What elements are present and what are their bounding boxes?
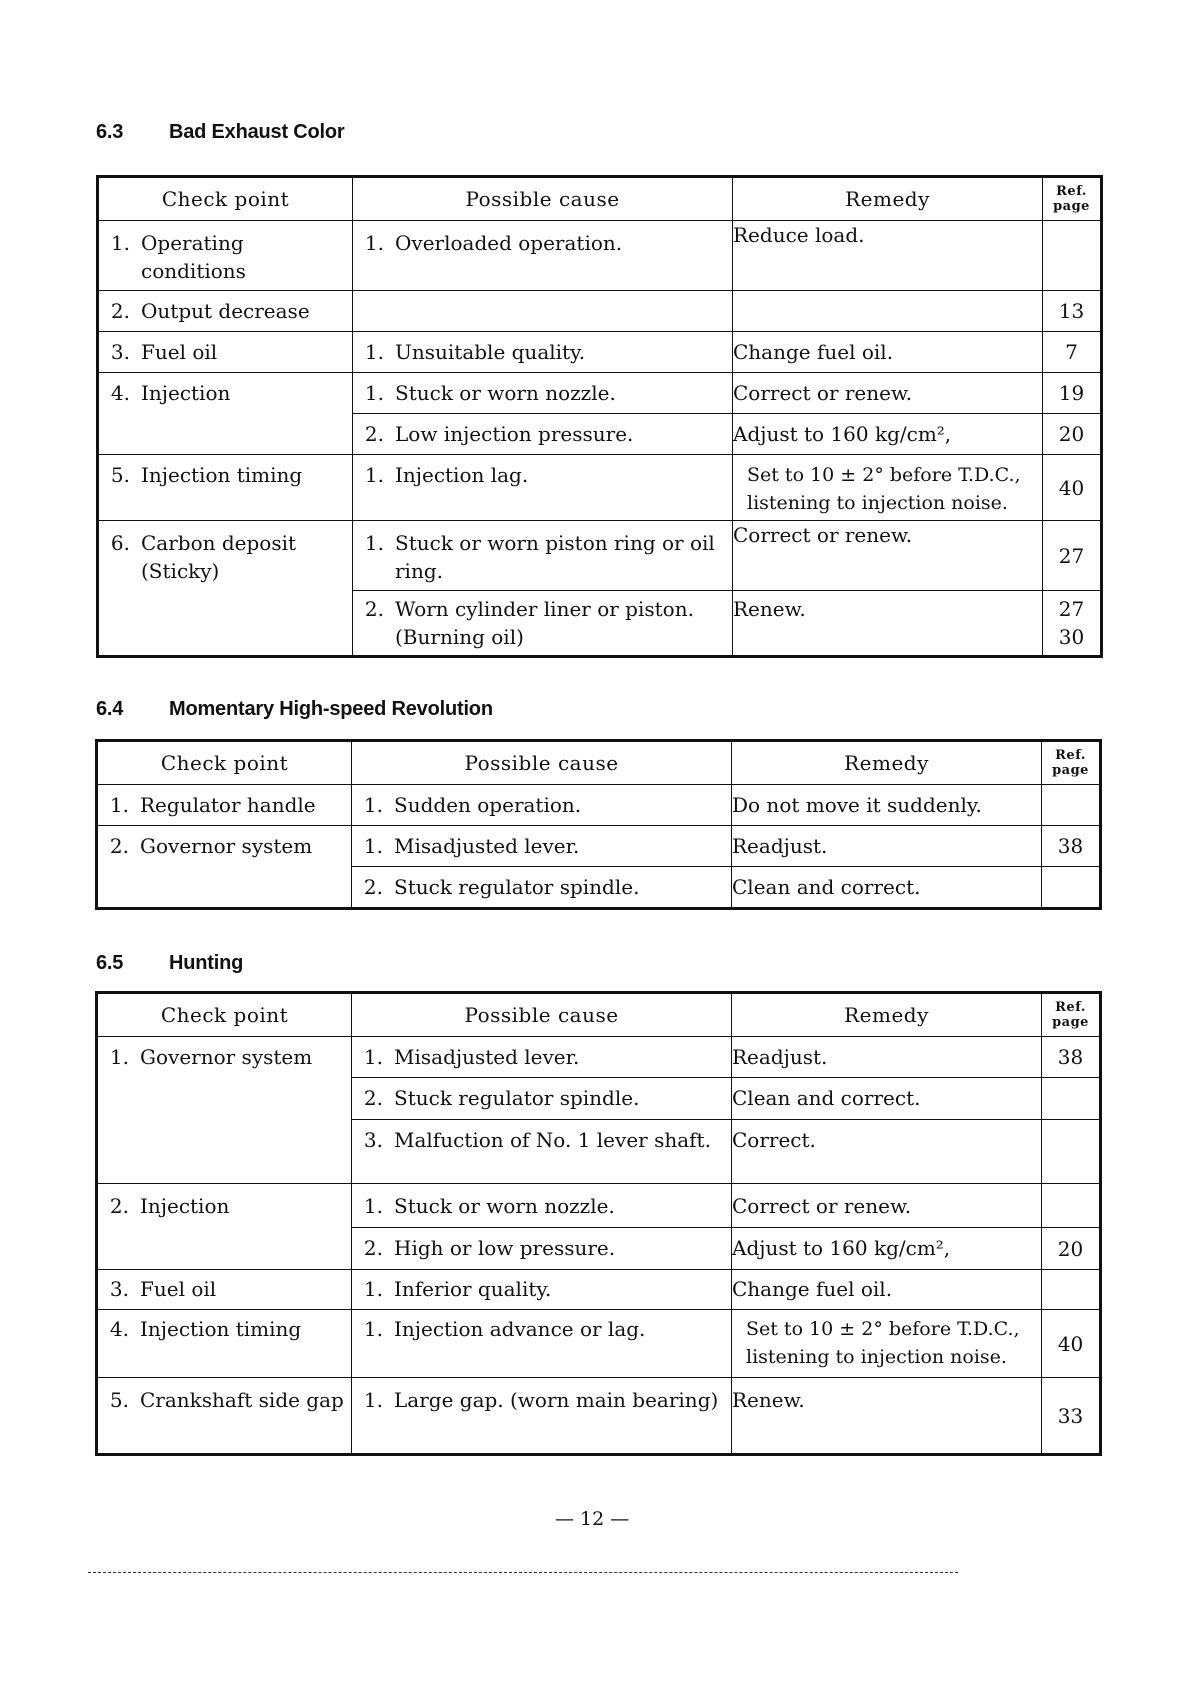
remedy: Correct or renew. (732, 1184, 1042, 1228)
remedy: Correct or renew. (733, 373, 1043, 414)
item-number: 3. (363, 1128, 383, 1152)
item-number: 1. (363, 1277, 383, 1301)
possible-cause: Misadjusted lever. (394, 834, 580, 858)
header-possible-cause: Possible cause (353, 177, 733, 221)
check-point: Injection (141, 381, 231, 405)
item-number: 2. (363, 875, 383, 899)
page-number: — 12 — (555, 1508, 630, 1530)
item-number: 2. (109, 834, 129, 858)
header-check-point: Check point (97, 741, 352, 785)
item-number: 1. (363, 834, 383, 858)
table-hunting (95, 991, 1102, 1456)
header-ref-page: Ref. page (1043, 177, 1102, 221)
table-row (98, 332, 1102, 373)
remedy: Correct or renew. (733, 521, 1043, 591)
item-number: 1. (364, 381, 384, 405)
table-row (97, 1184, 1101, 1228)
remedy: Set to 10 ± 2° before T.D.C., listening to injection noise. (733, 455, 1043, 521)
ref-page: 19 (1043, 373, 1102, 414)
ref-page (1042, 1184, 1101, 1228)
check-point: Output decrease (141, 299, 310, 323)
item-number: 4. (109, 1317, 129, 1341)
header-ref-page: Ref. page (1042, 993, 1101, 1037)
check-point: Injection timing (140, 1317, 302, 1341)
possible-cause: Misadjusted lever. (394, 1045, 580, 1069)
item-number: 3. (110, 340, 130, 364)
header-possible-cause: Possible cause (352, 993, 732, 1037)
remedy: Renew. (733, 591, 1043, 657)
possible-cause: Low injection pressure. (395, 422, 634, 446)
remedy: Renew. (732, 1378, 1042, 1455)
header-check-point: Check point (97, 993, 352, 1037)
item-number: 2. (364, 422, 384, 446)
item-number: 1. (110, 231, 130, 255)
remedy: Change fuel oil. (732, 1270, 1042, 1310)
table-bad-exhaust-color (96, 175, 1103, 658)
item-number: 1. (363, 793, 383, 817)
check-point: Fuel oil (141, 340, 218, 364)
ref-page (1042, 785, 1101, 826)
header-possible-cause: Possible cause (352, 741, 732, 785)
possible-cause: Sudden operation. (394, 793, 582, 817)
remedy: Readjust. (732, 826, 1042, 867)
possible-cause: Worn cylinder liner or piston. (Burning oil) (395, 597, 694, 649)
item-number: 5. (109, 1388, 129, 1412)
ref-page: 33 (1042, 1378, 1101, 1455)
possible-cause: Injection advance or lag. (394, 1317, 646, 1341)
section-heading: Hunting (169, 952, 244, 974)
item-number: 6. (110, 531, 130, 555)
item-number: 4. (110, 381, 130, 405)
table-row (97, 1310, 1101, 1378)
ref-page: 40 (1042, 1310, 1101, 1378)
check-point: Regulator handle (140, 793, 316, 817)
footer-divider (88, 1572, 958, 1573)
ref-page: 40 (1043, 455, 1102, 521)
remedy: Reduce load. (733, 221, 1043, 291)
remedy: Adjust to 160 kg/cm², (733, 414, 1043, 455)
item-number: 5. (110, 463, 130, 487)
table-header-row (98, 177, 1102, 221)
remedy: Clean and correct. (732, 1078, 1042, 1120)
item-number: 1. (364, 340, 384, 364)
table-row (98, 221, 1102, 291)
ref-page: 13 (1043, 291, 1102, 332)
ref-page: 38 (1042, 1037, 1101, 1078)
check-point: Operating conditions (141, 231, 246, 283)
ref-page (1042, 1120, 1101, 1184)
section-number: 6.4 (96, 698, 124, 720)
header-remedy: Remedy (732, 741, 1042, 785)
header-ref-page: Ref. page (1042, 741, 1101, 785)
possible-cause: Overloaded operation. (395, 231, 623, 255)
table-row (98, 373, 1102, 414)
possible-cause: Stuck or worn piston ring or oil ring. (395, 531, 715, 583)
item-number: 1. (363, 1317, 383, 1341)
ref-page: 27 (1058, 597, 1085, 621)
possible-cause: Stuck regulator spindle. (394, 1086, 640, 1110)
table-row (97, 1270, 1101, 1310)
item-number: 1. (363, 1194, 383, 1218)
item-number: 1. (364, 463, 384, 487)
ref-page (1042, 1270, 1101, 1310)
header-check-point: Check point (98, 177, 353, 221)
item-number: 1. (109, 793, 129, 817)
possible-cause: Inferior quality. (394, 1277, 552, 1301)
item-number: 1. (109, 1045, 129, 1069)
ref-page: 30 (1058, 625, 1085, 649)
possible-cause: Stuck or worn nozzle. (394, 1194, 615, 1218)
remedy: Adjust to 160 kg/cm², (732, 1228, 1042, 1270)
remedy: Set to 10 ± 2° before T.D.C., listening to injection noise. (732, 1310, 1042, 1378)
check-point: Injection (140, 1194, 230, 1218)
ref-page (1042, 1078, 1101, 1120)
check-point: Governor system (140, 834, 313, 858)
ref-page: 20 (1042, 1228, 1101, 1270)
table-row (98, 455, 1102, 521)
header-remedy: Remedy (733, 177, 1043, 221)
table-header-row (97, 741, 1101, 785)
table-row (97, 785, 1101, 826)
ref-page: 27 (1043, 521, 1102, 591)
item-number: 1. (364, 531, 384, 555)
ref-page (1042, 867, 1101, 909)
ref-page: 7 (1043, 332, 1102, 373)
table-row (97, 1037, 1101, 1078)
remedy: Clean and correct. (732, 867, 1042, 909)
possible-cause: Large gap. (worn main bearing) (394, 1388, 719, 1412)
possible-cause: Stuck or worn nozzle. (395, 381, 616, 405)
header-remedy: Remedy (732, 993, 1042, 1037)
table-header-row (97, 993, 1101, 1037)
remedy: Change fuel oil. (733, 332, 1043, 373)
item-number: 3. (109, 1277, 129, 1301)
section-title-6-5 (96, 952, 243, 975)
section-number: 6.3 (96, 121, 124, 143)
possible-cause: Injection lag. (395, 463, 529, 487)
table-momentary-high-speed-revolution (95, 739, 1102, 910)
check-point: Governor system (140, 1045, 313, 1069)
item-number: 2. (109, 1194, 129, 1218)
remedy: Correct. (732, 1120, 1042, 1184)
check-point: Carbon deposit (Sticky) (141, 531, 297, 583)
table-row (98, 291, 1102, 332)
item-number: 1. (363, 1045, 383, 1069)
possible-cause: Stuck regulator spindle. (394, 875, 640, 899)
possible-cause: High or low pressure. (394, 1236, 616, 1260)
table-row (97, 826, 1101, 867)
ref-page: 38 (1042, 826, 1101, 867)
remedy: Do not move it suddenly. (732, 785, 1042, 826)
item-number: 2. (363, 1236, 383, 1260)
section-heading: Bad Exhaust Color (169, 121, 345, 143)
item-number: 2. (110, 299, 130, 323)
item-number: 2. (363, 1086, 383, 1110)
section-heading: Momentary High-speed Revolution (169, 698, 493, 720)
check-point: Crankshaft side gap (140, 1388, 344, 1412)
item-number: 2. (364, 597, 384, 621)
section-number: 6.5 (96, 952, 124, 974)
item-number: 1. (364, 231, 384, 255)
ref-page: 20 (1043, 414, 1102, 455)
possible-cause: Malfuction of No. 1 lever shaft. (394, 1128, 711, 1152)
table-row (98, 521, 1102, 591)
item-number: 1. (363, 1388, 383, 1412)
check-point: Fuel oil (140, 1277, 217, 1301)
possible-cause: Unsuitable quality. (395, 340, 586, 364)
ref-page (1043, 221, 1102, 291)
check-point: Injection timing (141, 463, 303, 487)
section-title-6-4 (96, 698, 493, 721)
remedy: Readjust. (732, 1037, 1042, 1078)
section-title-6-3 (96, 121, 345, 144)
table-row (97, 1378, 1101, 1455)
